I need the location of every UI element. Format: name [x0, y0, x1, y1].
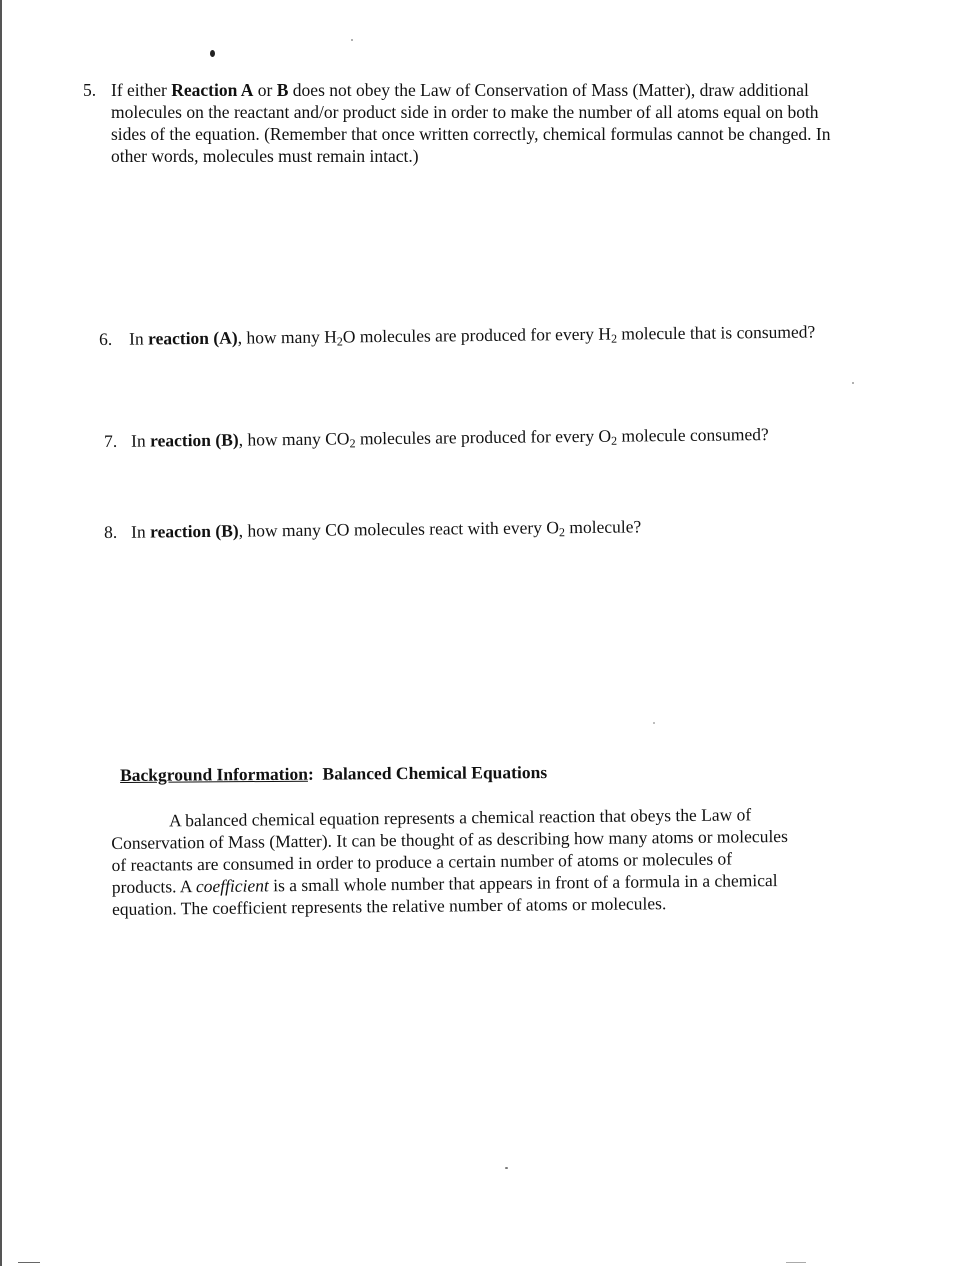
question-text: In reaction (A), how many $H_2O$ molecules are produced for every $H_2$ molecule that is consumed?: [129, 321, 816, 349]
scan-bottom-mark: [786, 1262, 806, 1263]
background-label: Background Information: [120, 763, 308, 785]
reaction-a-label: reaction (A): [147, 327, 238, 349]
scan-speck: [852, 382, 854, 384]
paragraph-line: equation. The coefficient represents the relative number of atoms or molecules.: [111, 893, 667, 919]
reaction-a-label: Reaction A: [171, 80, 254, 100]
question-text: In reaction (B), how many $CO_2$ molecules are produced for every $O_2$ molecule consumed?: [131, 424, 769, 451]
reaction-b-label: reaction (B): [149, 429, 239, 451]
reaction-b-label: B: [276, 80, 289, 100]
question-5: [83, 79, 843, 167]
question-number: 7.: [104, 430, 118, 451]
scan-bottom-mark: [18, 1262, 40, 1263]
background-title: Balanced Chemical Equations: [322, 762, 548, 784]
question-7: [104, 422, 864, 452]
coefficient-term: coefficient: [195, 875, 269, 897]
scan-speck: [653, 722, 655, 724]
background-heading: Background Information: Balanced Chemical Equations: [120, 762, 548, 785]
paragraph-line: of reactants are consumed in order to produce a certain number of atoms or molecules of: [111, 848, 733, 875]
paragraph-line: products. A coefficient is a small whole number that appears in front of a formula in a chemical: [111, 870, 778, 897]
paragraph-line: Conservation of Mass (Matter). It can be thought of as describing how many atoms or molecules: [111, 825, 788, 853]
question-number: 6.: [99, 328, 113, 349]
paragraph-line: A balanced chemical equation represents a chemical reaction that obeys the Law of: [169, 804, 752, 831]
scan-speck: [210, 50, 215, 57]
scan-speck: [505, 1167, 508, 1169]
question-text: If either Reaction A or B does not obey the Law of Conservation of Mass (Matter), draw additional molecules on the reactant and/or product side in order to make the number of all atoms equal on both sides of the equation. (Remember that once written correctly, chemical formulas cannot be changed. In other words, molecules must remain intact.): [111, 80, 831, 166]
scan-left-edge: [0, 0, 2, 1266]
question-8: [104, 514, 804, 543]
scan-speck: [351, 39, 353, 41]
question-6: [99, 320, 819, 350]
question-number: 8.: [104, 521, 118, 542]
reaction-b-label: reaction (B): [149, 520, 239, 542]
question-number: 5.: [83, 80, 97, 100]
background-paragraph: [111, 802, 872, 920]
question-text: In reaction (B), how many CO molecules react with every $O_2$ molecule?: [131, 516, 642, 542]
